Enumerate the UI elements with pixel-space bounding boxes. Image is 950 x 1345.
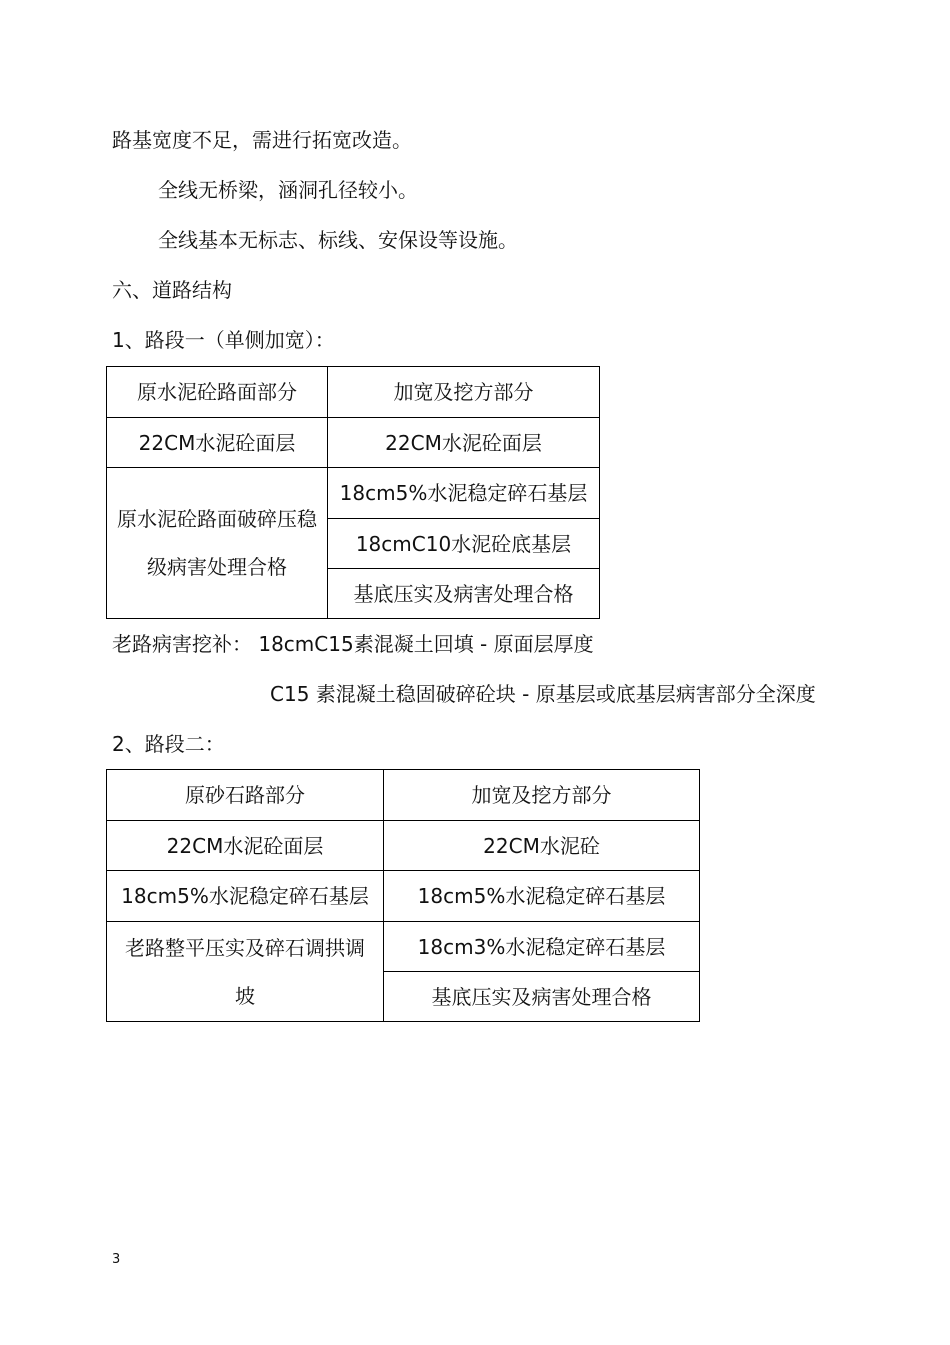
table-header-cell: 原砂石路部分: [107, 770, 384, 821]
table-merged-cell: [107, 468, 328, 619]
table-cell: 18cm3%水泥稳定碎石基层: [384, 922, 700, 972]
old-road-repair-line-2: C15 素混凝土稳固破碎砼块 - 原基层或底基层病害部分全深度: [270, 682, 816, 706]
merged-cell-text: 老路整平压实及碎石调拱调坡: [125, 935, 365, 1008]
table-cell: 22CM水泥砼: [384, 821, 700, 871]
table-cell: 基底压实及病害处理合格: [384, 972, 700, 1022]
table-header-cell: 加宽及挖方部分: [384, 770, 700, 821]
table-cell: 22CM水泥砼面层: [107, 821, 384, 871]
table-cell: 18cm5%水泥稳定碎石基层: [107, 871, 384, 922]
table-merged-cell: [107, 922, 384, 1022]
segment-2-structure-table: [106, 769, 700, 1022]
table-cell: 22CM水泥砼面层: [328, 418, 600, 468]
table-cell: 18cm5%水泥稳定碎石基层: [328, 468, 600, 519]
table-cell: 基底压实及病害处理合格: [328, 569, 600, 619]
page-number: 3: [112, 1252, 121, 1267]
table-cell: 18cm5%水泥稳定碎石基层: [384, 871, 700, 922]
segment-1-title: 1、路段一（单侧加宽）：: [112, 328, 335, 352]
paragraph-subgrade-width: 路基宽度不足，需进行拓宽改造。: [112, 128, 412, 152]
old-road-repair-line-1: 老路病害挖补： 18cmC15素混凝土回填 - 原面层厚度: [112, 632, 594, 656]
table-header-cell: 原水泥砼路面部分: [107, 367, 328, 418]
section-heading-road-structure: 六、道路结构: [112, 278, 232, 302]
paragraph-no-bridges: 全线无桥梁，涵洞孔径较小。: [158, 178, 418, 202]
merged-cell-text: 原水泥砼路面破碎压稳级病害处理合格: [117, 507, 317, 579]
table-cell: 22CM水泥砼面层: [107, 418, 328, 468]
segment-2-title: 2、路段二：: [112, 732, 225, 756]
paragraph-no-signs: 全线基本无标志、标线、安保设等设施。: [158, 228, 518, 252]
segment-1-structure-table: [106, 366, 600, 619]
table-cell: 18cmC10水泥砼底基层: [328, 519, 600, 569]
table-header-cell: 加宽及挖方部分: [328, 367, 600, 418]
